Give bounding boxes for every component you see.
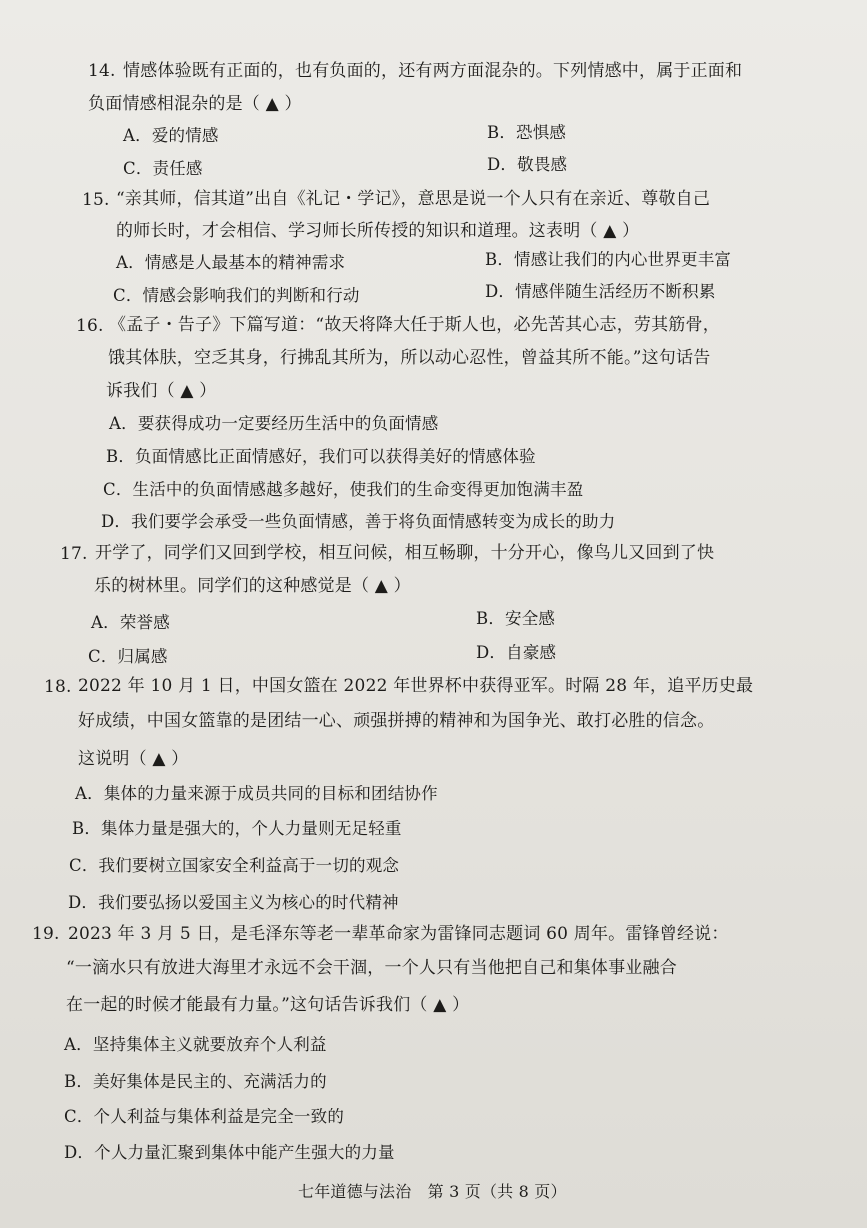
question-19-option-c: C．个人利益与集体利益是完全一致的 (64, 1107, 345, 1126)
question-16-option-a: A．要获得成功一定要经历生活中的负面情感 (109, 414, 439, 433)
question-15-option-d: D．情感伴随生活经历不断积累 (485, 282, 716, 301)
question-17-number: 17. (60, 544, 88, 564)
question-17-option-a: A．荣誉感 (91, 613, 170, 632)
question-16-stem-line-1: 《孟子・告子》下篇写道：“故天将降大任于斯人也，必先苦其心志，劳其筋骨， (109, 315, 720, 335)
question-16-option-d: D．我们要学会承受一些负面情感，善于将负面情感转变为成长的助力 (101, 512, 616, 531)
question-15-option-c: C．情感会影响我们的判断和行动 (113, 286, 360, 305)
question-14-option-d: D．敬畏感 (487, 155, 568, 174)
question-14-number: 14. (88, 61, 116, 81)
question-15-number: 15. (82, 190, 110, 210)
question-19-option-b: B．美好集体是民主的、充满活力的 (64, 1072, 327, 1091)
question-14-option-c: C．责任感 (123, 159, 203, 178)
question-18-stem-line-1: 2022 年 10 月 1 日，中国女篮在 2022 年世界杯中获得亚军。时隔 28 年，追平历史最 (78, 676, 754, 696)
question-18-option-c: C．我们要树立国家安全利益高于一切的观念 (69, 856, 400, 875)
question-14-option-b: B．恐惧感 (487, 123, 567, 142)
question-14-stem-line-2: 负面情感相混杂的是（ ▲ ） (88, 94, 302, 114)
question-18-stem-line-2: 好成绩，中国女篮靠的是团结一心、顽强拼搏的精神和为国争光、敢打必胜的信念。 (78, 711, 715, 731)
question-16-option-b: B．负面情感比正面情感好，我们可以获得美好的情感体验 (106, 447, 536, 466)
question-19-option-d: D．个人力量汇聚到集体中能产生强大的力量 (64, 1143, 395, 1162)
question-15-option-a: A．情感是人最基本的精神需求 (116, 253, 346, 272)
question-16-number: 16. (76, 316, 104, 336)
question-15-option-b: B．情感让我们的内心世界更丰富 (485, 250, 732, 269)
question-17-option-b: B．安全感 (476, 609, 556, 628)
question-18-option-b: B．集体力量是强大的，个人力量则无足轻重 (72, 819, 402, 838)
question-19-stem-line-3: 在一起的时候才能最有力量。”这句话告诉我们（ ▲ ） (66, 995, 470, 1015)
question-19-number: 19. (32, 924, 60, 944)
question-16-option-c: C．生活中的负面情感越多越好，使我们的生命变得更加饱满丰盈 (103, 480, 584, 499)
question-15-stem-line-1: “亲其师，信其道”出自《礼记・学记》，意思是说一个人只有在亲近、尊敬自己 (116, 189, 711, 209)
question-17-option-c: C．归属感 (88, 647, 168, 666)
question-16-stem-line-3: 诉我们（ ▲ ） (106, 381, 217, 401)
question-18-number: 18. (44, 677, 72, 697)
question-17-option-d: D．自豪感 (476, 643, 557, 662)
question-19-stem-line-1: 2023 年 3 月 5 日，是毛泽东等老一辈革命家为雷锋同志题词 60 周年。雷锋曾经说： (68, 924, 729, 944)
question-18-option-a: A．集体的力量来源于成员共同的目标和团结协作 (75, 784, 438, 803)
question-17-stem-line-2: 乐的树林里。同学们的这种感觉是（ ▲ ） (94, 576, 411, 596)
question-14-option-a: A．爱的情感 (123, 126, 219, 145)
question-16-stem-line-2: 饿其体肤，空乏其身，行拂乱其所为，所以动心忍性，曾益其所不能。”这句话告 (108, 348, 711, 368)
question-15-stem-line-2: 的师长时，才会相信、学习师长所传授的知识和道理。这表明（ ▲ ） (116, 221, 640, 241)
question-19-option-a: A．坚持集体主义就要放弃个人利益 (64, 1035, 327, 1054)
question-18-stem-line-3: 这说明（ ▲ ） (78, 749, 189, 769)
question-14-stem-line-1: 情感体验既有正面的，也有负面的，还有两方面混杂的。下列情感中，属于正面和 (123, 61, 743, 81)
question-19-stem-line-2: “一滴水只有放进大海里才永远不会干涸，一个人只有当他把自己和集体事业融合 (66, 958, 677, 978)
page-footer: 七年道德与法治 第 3 页（共 8 页） (298, 1182, 567, 1201)
question-17-stem-line-1: 开学了，同学们又回到学校，相互问候，相互畅聊，十分开心，像鸟儿又回到了快 (95, 543, 715, 563)
question-18-option-d: D．我们要弘扬以爱国主义为核心的时代精神 (68, 893, 399, 912)
